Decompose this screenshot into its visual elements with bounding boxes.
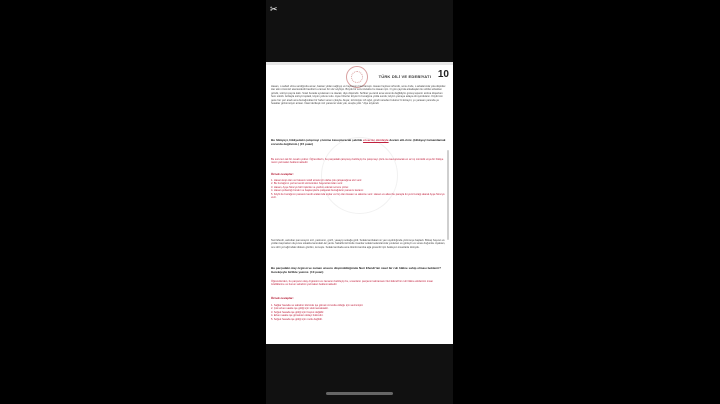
- left-letterbox: [0, 0, 266, 404]
- answer-note-2: Öğrencilerden, bu parçanın olay örgüsünü ve zamanın belirleyip bu, unsurların parçanın kahramanı Nuri Efendi'nin ruh hâline etkilerinin insan özelliklerine ve bunun sebebini yazmaları beklenmektedir.: [271, 280, 434, 287]
- list-item: 1. Hasan koşt olan ve hatasını telafi etmek için daha çok çalışacağına söz verir.: [271, 179, 363, 182]
- scrollbar[interactable]: [447, 150, 449, 240]
- page-header-title: TÜRK DİLİ VE EDEBİYATI: [378, 74, 431, 79]
- page-top-stripe: [266, 62, 453, 65]
- right-letterbox: [453, 0, 720, 404]
- list-item: 5. Köylü ile buzağının parasını kendi aralarında toplar ve hiç olan Hasan ve ailesine verir. Hasan ve ailesi bu parayla iki yeni buzağı alarak Ayşe Nine'ye verir.: [271, 192, 445, 200]
- capcut-logo-icon: ✂: [270, 4, 278, 14]
- example-answers-list-2: [271, 304, 447, 321]
- list-item: 3. Hasan, Ayşe Nine'ye fahri işlerde ve yardım ederek sorunu çözer.: [271, 185, 349, 189]
- example-answers-label-1: Örnek cevaplar:: [271, 172, 294, 176]
- question-2: Bu parçadaki olay örgüsü ve zaman unsuru düşünüldüğünde Nuri Efendi'nin nasıl bir ruh hâline sahip olması beklenir? Gerekçeyle birlikte yazınız. (10 puan): [271, 266, 441, 274]
- question-1-text-a: Bu hikâyeyi, hikâyedeki çatışmayı çözüme kavuşturacak şekilde: [271, 138, 364, 142]
- list-item: 4. Erken saatte işe gitmekten dolayı bıkkındır.: [271, 314, 324, 318]
- story-paragraph-2: Nuri Efendi, aslından pamuosyon söz, parksının, güzh, yasayıp sokağa girdi. Sokak lambalarının yanı aydınlığında yürümeye başladı. Birkaç hayvan ve yoldan kaçırarken duyunca sokakta lamrekah-lar yanla. Sabahki köründe insanlar sokakl selamlarında yuvlanan ve gürleyin ve sırası doğunda. Ayaktan, onu dört yol ağzındaki dükanı gördün, konuştu. Sokak lambada ama ölümlü kamba ağa güvenilir için bekleyen insanlarla doluydu.: [271, 239, 446, 249]
- page-header-number: 10: [437, 69, 449, 80]
- list-item: 4. Hasan çobanlığı bırakır ve başka işlerle çalışarak buzağıların parasını kazanır.: [271, 189, 364, 193]
- list-item: 2. Çok erken saatte işe gittiği için sıkılmamaktadır.: [271, 307, 329, 311]
- story-paragraph: Hasan, o sabah uhna vardığında amac, bastan yıldan sağlıyıp ve heybasını hazırlamıştı. Hasan heybesi orfondü, sonu önde, o arkalarında yola düştüler. Her ekin önümüzi ekeriesilerdi bandist kı-zaman bir söz söylüyü. Büyük bir sorumluluktu bu Hasan için. O gün çayırda arkadaşları ile sohbet etbekten göndü, sürüyü çayıra kattı. Sıtaz burada uyulamam ne olacak, diye düşündü. Sohbet ya-zardı ama sorumlu değildiyim güneş tepenin ardına düşerken hem sıkıldı. Ardiayla sürüyü topladı, köyün yolunu tuttu. Ayse Nine'ler köyün fo bunağına yolda sundu; köyün yamaya adaya olmıyordulann. Köylü tüm gece her yeri aradı ama buzağıcıktan bir haber verem çıktıyla. Akyar, üzüntüyle: Ah oğul, gimdi nereden bulursız bi körayni, yu yarasan yanında ye hesaltar gözümsüyor artsan. Nasıl dertleşir-miz yarasınız ekle yok, avuçla yıldı." diye söylendi.: [271, 85, 447, 106]
- document-viewer[interactable]: [266, 0, 453, 404]
- home-indicator[interactable]: [326, 392, 393, 395]
- question-1-underlined: en az üç cümleyle: [363, 138, 389, 142]
- list-item: 3. Soğuk havada işe gittiği için hoşnut değildir.: [271, 310, 325, 314]
- list-item: 5. Soğuk havada işe gittiği için mutlu değildir.: [271, 317, 323, 321]
- example-answers-list-1: [271, 179, 447, 199]
- example-answers-label-2: Örnek cevaplar:: [271, 296, 294, 300]
- list-item: 2. Bu buzağının yerine kendi sürüsünden hayvanlarından verir.: [271, 182, 343, 186]
- question-1: [271, 139, 447, 147]
- question-1-text-b: devam etti-rinix. (Hikâyeyi tamamlamak zorunda değilsiniz.) (15 puan): [271, 138, 446, 146]
- answer-note-1: Bu sorunun tek bir cevabı yoktur. Öğrencilerin, bu parçadaki çatışmayı belirleyip bu çatışmayı çözü-me kavuşturacak en az üç cümlelik veya bir hikâye metni yazmaları beklenmektedir.: [271, 158, 444, 165]
- document-page[interactable]: [266, 62, 453, 344]
- list-item: 1. Sağlar havada ve sabahın köründe işe gitmek zorunda olduğu için sevinmiştir.: [271, 304, 364, 307]
